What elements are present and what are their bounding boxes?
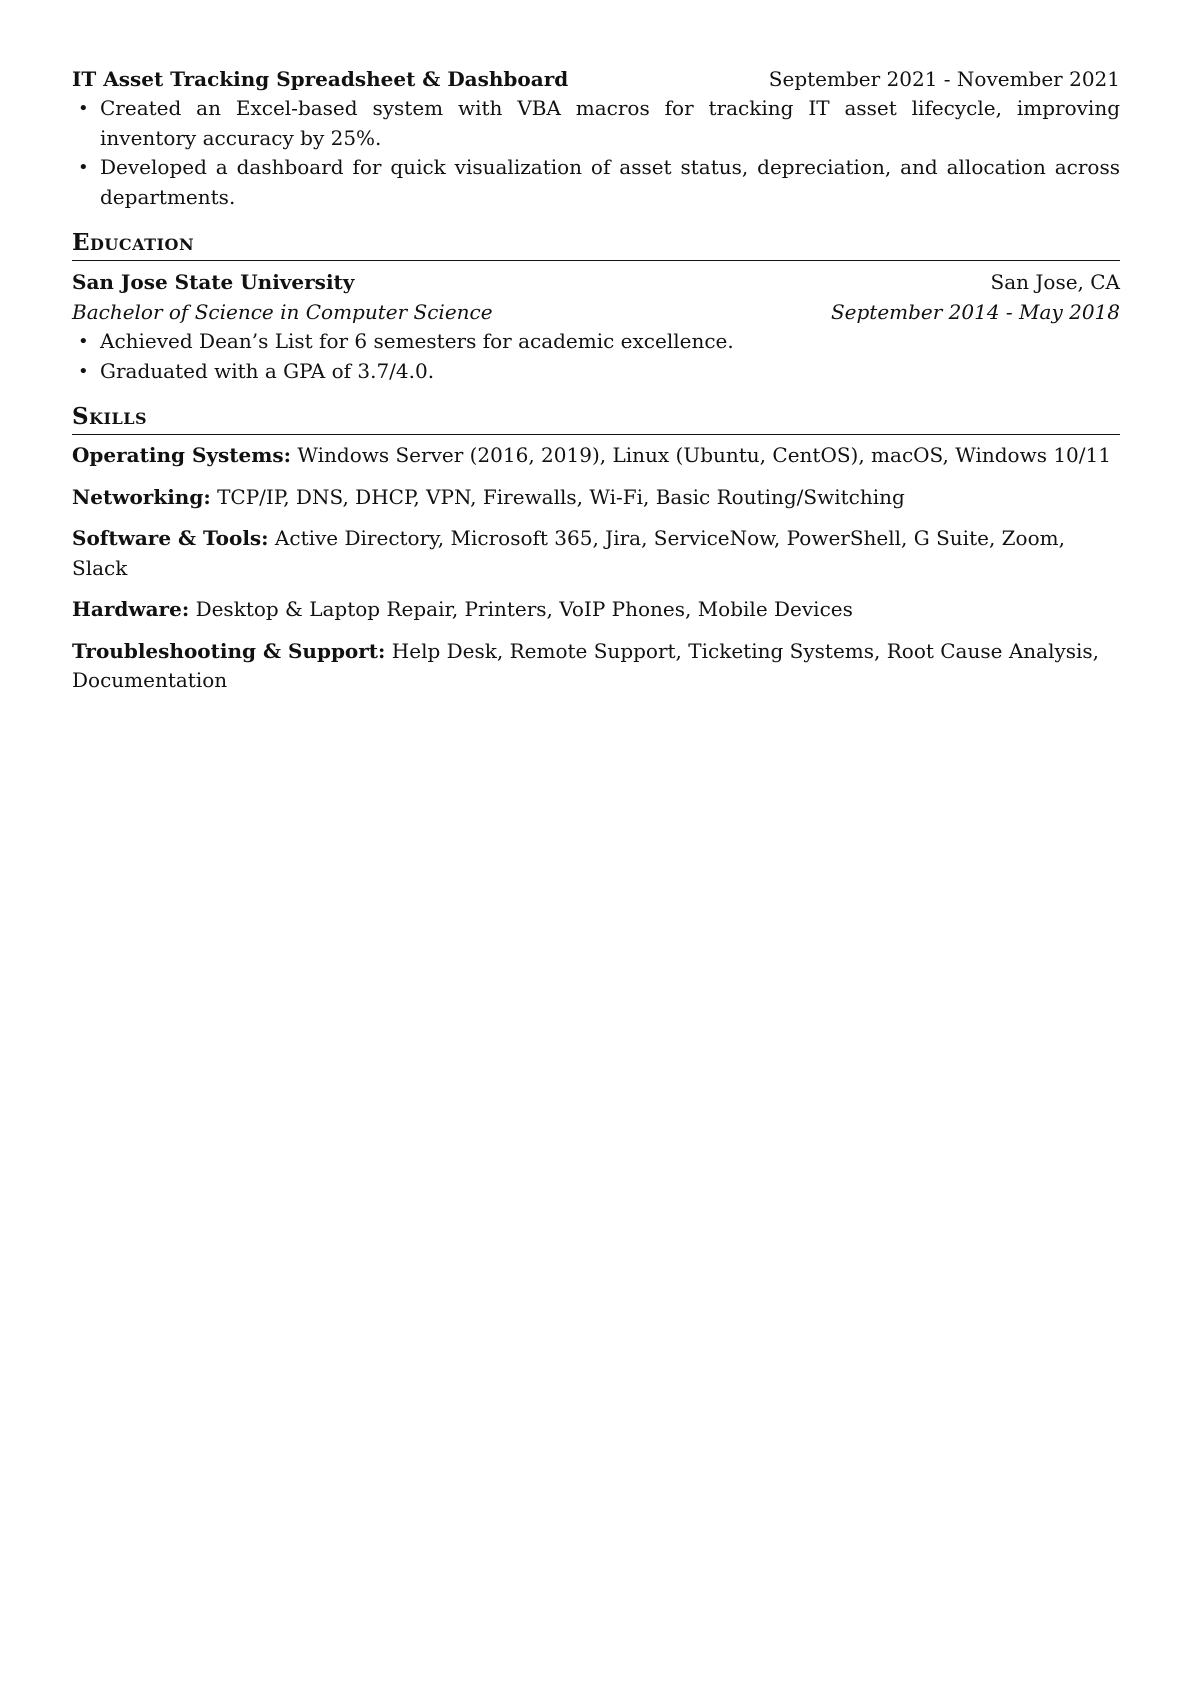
list-item: • Created an Excel-based system with VBA macros for tracking IT asset lifecycle, improving inventory accuracy by 25%. bbox=[72, 94, 1120, 153]
skill-hardware bbox=[72, 595, 1120, 625]
skill-value: Help Desk, Remote Support, Ticketing Systems, Root Cause Analysis, Documentation bbox=[72, 638, 1100, 692]
resume-page bbox=[72, 64, 1120, 708]
skill-label: Hardware: bbox=[72, 597, 190, 621]
education-location: San Jose, CA bbox=[990, 270, 1120, 294]
project-header bbox=[72, 64, 1120, 94]
skill-label: Troubleshooting & Support: bbox=[72, 638, 386, 663]
project-title: IT Asset Tracking Spreadsheet & Dashboard bbox=[72, 67, 569, 91]
skill-label: Operating Systems: bbox=[72, 443, 292, 467]
skill-networking bbox=[72, 483, 1120, 513]
skill-troubleshooting bbox=[72, 637, 1120, 696]
education-section bbox=[72, 228, 1120, 386]
project-entry bbox=[72, 64, 1120, 212]
list-item: • Developed a dashboard for quick visualization of asset status, depreciation, and allocation across departments. bbox=[72, 153, 1120, 212]
list-item: • Graduated with a GPA of 3.7/4.0. bbox=[72, 357, 1120, 387]
list-item: • Achieved Dean’s List for 6 semesters for academic excellence. bbox=[72, 327, 1120, 357]
skill-value: TCP/IP, DNS, DHCP, VPN, Firewalls, Wi-Fi, Basic Routing/Switching bbox=[217, 484, 905, 509]
skills-list bbox=[72, 441, 1120, 696]
education-degree-row bbox=[72, 297, 1120, 327]
skill-label: Software & Tools: bbox=[72, 526, 269, 550]
skill-value: Active Directory, Microsoft 365, Jira, ServiceNow, PowerShell, G Suite, Zoom, Slack bbox=[72, 526, 1065, 580]
education-degree: Bachelor of Science in Computer Science bbox=[72, 300, 493, 324]
education-heading: Education bbox=[72, 228, 1120, 261]
skill-label: Networking: bbox=[72, 484, 211, 509]
education-school-row bbox=[72, 267, 1120, 297]
project-bullets bbox=[72, 94, 1120, 212]
skill-software-tools bbox=[72, 524, 1120, 583]
education-school: San Jose State University bbox=[72, 270, 355, 294]
skill-value: Windows Server (2016, 2019), Linux (Ubuntu, CentOS), macOS, Windows 10/11 bbox=[297, 443, 1111, 467]
skills-section bbox=[72, 402, 1120, 696]
skill-value: Desktop & Laptop Repair, Printers, VoIP Phones, Mobile Devices bbox=[195, 597, 853, 621]
skill-operating-systems bbox=[72, 441, 1120, 471]
education-dates: September 2014 - May 2018 bbox=[830, 300, 1120, 324]
project-dates: September 2021 - November 2021 bbox=[768, 67, 1120, 91]
education-bullets bbox=[72, 327, 1120, 386]
skills-heading: Skills bbox=[72, 402, 1120, 435]
